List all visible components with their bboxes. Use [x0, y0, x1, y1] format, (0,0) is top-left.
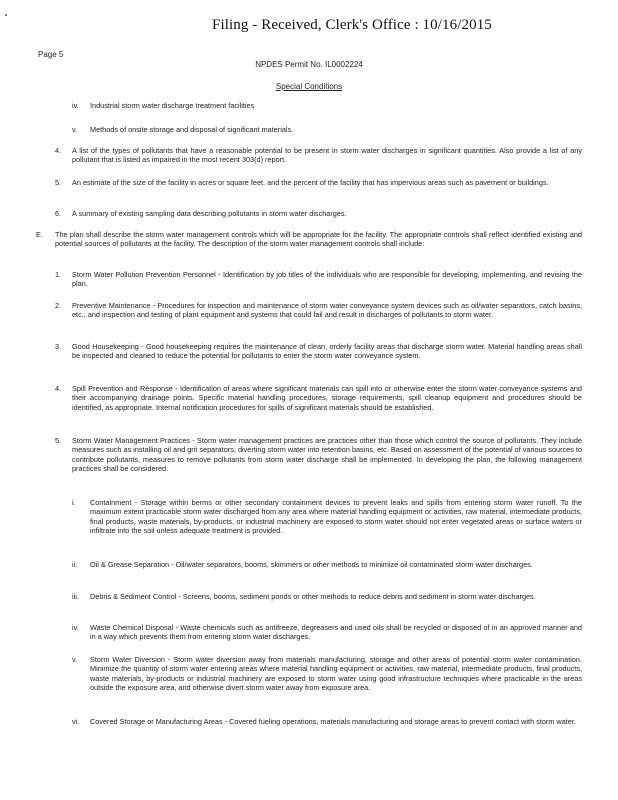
item-number: vi.	[72, 717, 80, 726]
item-number: v.	[72, 125, 78, 134]
item-text: Storm Water Management Practices - Storm water management practices are practices other than those which control the source of pollutants. They include measures such as installing oil and grit separators, diverting storm water into retention basins, etc. Based on assessment of the potential of various sources to contribute pollutants, measures to remove pollutants from storm water discharge shall be implemented. In developing the plan, the following management practices shall be considered:	[72, 436, 582, 474]
item-number: ii.	[72, 560, 78, 569]
item-number: 4.	[55, 384, 62, 393]
item-number: 1.	[55, 270, 62, 279]
page-number: Page 5	[38, 50, 64, 59]
item-text: Storm Water Diversion - Storm water diversion away from materials manufacturing, storage and other areas of potential storm water contamination. Minimize the quantity of storm water entering areas where material handling equipment or activities, raw material, intermediate products, final products, waste materials, by-products or industrial machinery are exposed to storm water using good infrastructure techniques where practicable in the areas outside the exposure area, and otherwise divert storm water away from exposure area.	[90, 655, 582, 693]
item-number: 4.	[55, 146, 62, 155]
item-number: 2.	[55, 301, 62, 310]
item-text: Good Housekeeping - Good housekeeping requires the maintenance of clean, orderly facility areas that discharge storm water. Material handling areas shall be inspected and cleaned to reduce the potential for pollutants to enter the storm water conveyance system.	[72, 342, 582, 361]
item-number: E.	[36, 230, 43, 239]
item-text: Storm Water Pollution Prevention Personnel - Identification by job titles of the individuals who are responsible for developing, implementing, and revising the plan.	[72, 270, 582, 289]
item-text: Preventive Maintenance - Procedures for inspection and maintenance of storm water conveyance system devices such as oil/water separators, catch basins, etc., and inspection and testing of plant equipment and systems that could fail and result in discharges of pollutants to storm water.	[72, 301, 582, 320]
item-number: 5.	[55, 436, 62, 445]
item-number: 3.	[55, 342, 62, 351]
item-number: v.	[72, 655, 78, 664]
item-text: Industrial storm water discharge treatment facilities	[90, 101, 255, 110]
item-number: i.	[72, 498, 76, 507]
item-number: iii.	[72, 592, 79, 601]
item-text: Oil & Grease Separation - Oil/water separators, booms, skimmers or other methods to minimize oil contaminated storm water discharges.	[90, 560, 533, 569]
item-text: Waste Chemical Disposal - Waste chemicals such as antifreeze, degreasers and used oils shall be recycled or disposed of in an approved manner and in a way which prevents them from entering storm water discharges.	[90, 623, 582, 642]
item-text: Covered Storage or Manufacturing Areas - Covered fueling operations, materials manufacturing and storage areas to prevent contact with storm water.	[90, 717, 576, 726]
item-text: A list of the types of pollutants that have a reasonable potential to be present in storm water discharges in significant quantities. Also provide a list of any pollutant that is listed as impaired in the most recent 303(d) report.	[72, 146, 582, 165]
item-text: Containment - Storage within berms or other secondary containment devices to prevent leaks and spills from entering storm water runoff. To the maximum extent practicable storm water discharged from any area where material handling equipment or activities, raw material, intermediate products, final products, waste materials, by-products, or industrial machinery are exposed to storm water should not enter vegetated areas or surface waters or infiltrate into the soil unless adequate treatment is provided.	[90, 498, 582, 536]
item-number: iv.	[72, 101, 79, 110]
item-text: Methods of onsite storage and disposal of significant materials.	[90, 125, 294, 134]
section-title: Special Conditions	[275, 82, 343, 91]
item-text: A summary of existing sampling data describing pollutants in storm water discharges.	[72, 209, 347, 218]
permit-number: NPDES Permit No. IL0002224	[255, 60, 363, 69]
item-number: iv.	[72, 623, 79, 632]
item-text: Spill Prevention and Response - Identification of areas where significant materials can spill into or otherwise enter the storm water conveyance systems and their accompanying drainage points. Specific material handling procedures, storage requirements, spill cleanup equipment and procedures should be identified, as appropriate. Internal notification procedures for spills of significant materials should be established.	[72, 384, 582, 412]
filing-stamp: Filing - Received, Clerk's Office : 10/16/2015	[212, 17, 492, 33]
scan-speck	[5, 14, 7, 16]
item-number: 6.	[55, 209, 62, 218]
item-number: 5.	[55, 178, 62, 187]
item-text: The plan shall describe the storm water management controls which will be appropriate for the facility. The appropriate controls shall reflect identified existing and potential sources of pollutants at the facility. The description of the storm water management controls shall include:	[55, 230, 582, 249]
item-text: Debris & Sediment Control - Screens, booms, sediment ponds or other methods to reduce debris and sediment in storm water discharges.	[90, 592, 536, 601]
item-text: An estimate of the size of the facility in acres or square feet, and the percent of the facility that has impervious areas such as pavement or buildings.	[72, 178, 549, 187]
